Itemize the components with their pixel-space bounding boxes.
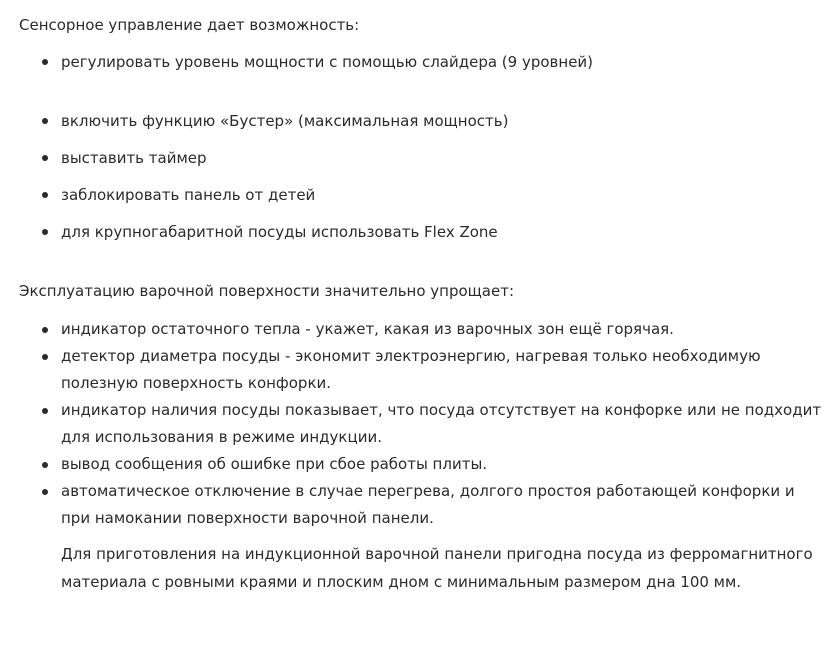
list-item: включить функцию «Бустер» (максимальная мощность) (19, 106, 824, 136)
section2-intro: Эксплуатацию варочной поверхности значительно упрощает: (19, 282, 515, 300)
list-item: индикатор остаточного тепла - укажет, какая из варочных зон ещё горячая. (19, 316, 824, 343)
list-item: выставить таймер (19, 143, 824, 173)
section1-intro: Сенсорное управление дает возможность: (19, 16, 360, 34)
list-item: индикатор наличия посуды показывает, что посуда отсутствует на конфорке или не подходит для использования в режиме индукции. (19, 397, 824, 451)
control-features-list (19, 47, 824, 247)
list-item: вывод сообщения об ошибке при сбое работы плиты. (19, 451, 824, 478)
usability-features-list (19, 316, 824, 532)
list-item: заблокировать панель от детей (19, 180, 824, 210)
cookware-note: Для приготовления на индукционной варочной панели пригодна посуда из ферромагнитного материала с ровными краями и плоским дном с минимальным размером дна 100 мм. (61, 545, 813, 591)
list-item: детектор диаметра посуды - экономит электроэнергию, нагревая только необходимую полезную поверхность конфорки. (19, 343, 824, 397)
list-item: регулировать уровень мощности с помощью слайдера (9 уровней) (19, 47, 824, 77)
list-item: автоматическое отключение в случае перегрева, долгого простоя работающей конфорки и при намокании поверхности варочной панели. (19, 478, 824, 532)
list-item: для крупногабаритной посуды использовать Flex Zone (19, 217, 824, 247)
